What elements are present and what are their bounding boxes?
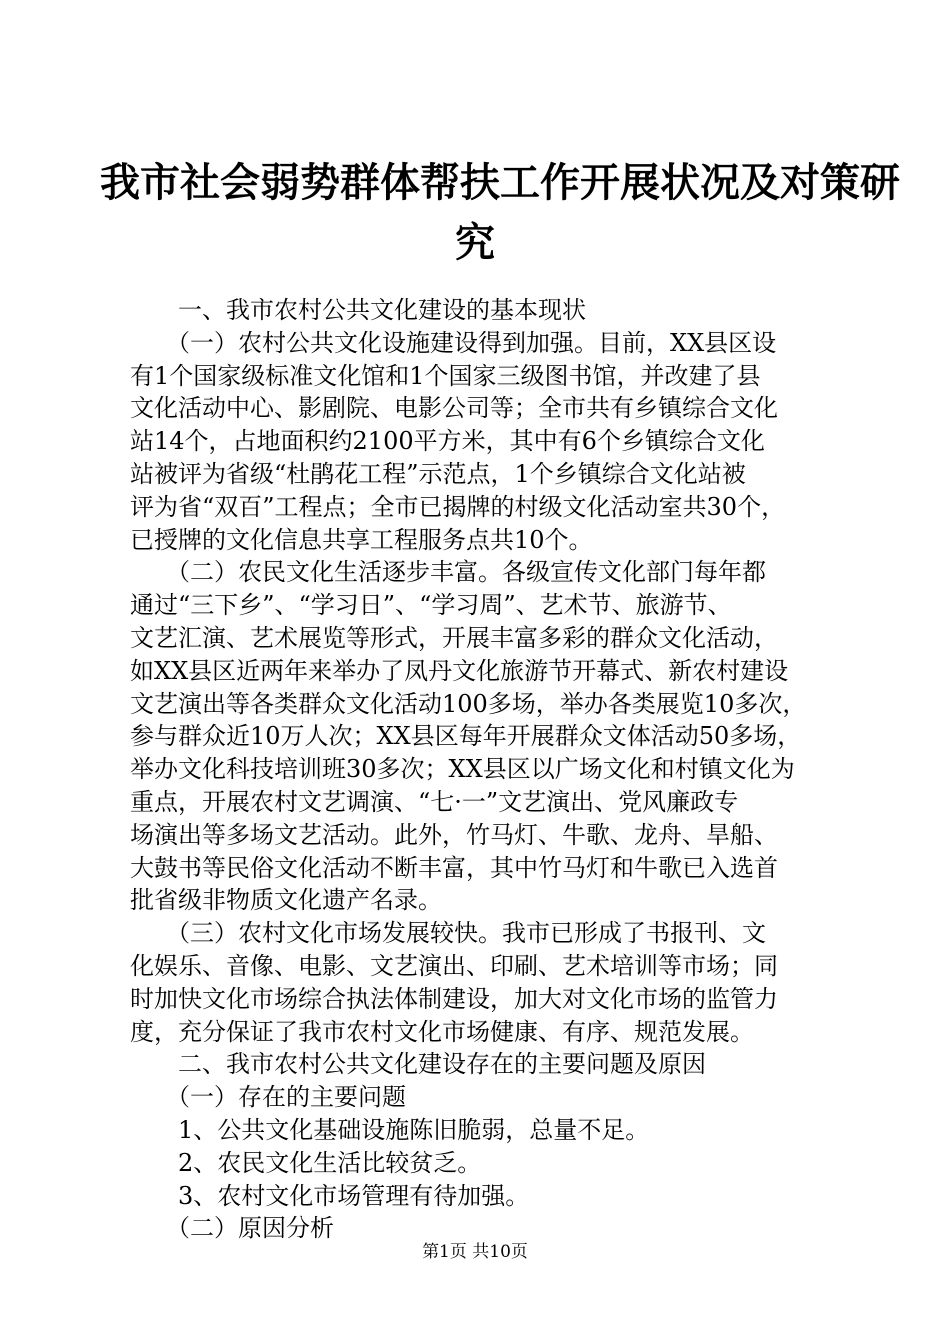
body-line: 时加快文化市场综合执法体制建设，加大对文化市场的监管力	[130, 984, 778, 1013]
body-line: 文化活动中心、影剧院、电影公司等；全市共有乡镇综合文化	[130, 394, 778, 423]
body-line: 文艺演出等各类群众文化活动100多场，举办各类展览10多次，	[130, 689, 807, 718]
body-line: 2、农民文化生活比较贫乏。	[130, 1148, 482, 1177]
page-number-footer: 第1页 共10页	[422, 1242, 528, 1262]
body-line: 通过“三下乡”、“学习日”、“学习周”、艺术节、旅游节、	[130, 591, 732, 620]
body-line: 文艺汇演、艺术展览等形式，开展丰富多彩的群众文化活动，	[130, 623, 778, 652]
body-line: （二）农民文化生活逐步丰富。各级宣传文化部门每年都	[130, 558, 766, 587]
body-line: 二、我市农村公共文化建设存在的主要问题及原因	[130, 1050, 706, 1079]
body-line: 化娱乐、音像、电影、文艺演出、印刷、艺术培训等市场；同	[130, 951, 778, 980]
body-line: 已授牌的文化信息共享工程服务点共10个。	[130, 525, 593, 554]
body-line: （一）存在的主要问题	[130, 1083, 406, 1112]
document-body	[130, 294, 830, 1245]
body-line: 1、公共文化基础设施陈旧脆弱，总量不足。	[130, 1115, 650, 1144]
body-line: 大鼓书等民俗文化活动不断丰富，其中竹马灯和牛歌已入选首	[130, 853, 778, 882]
body-line: 站被评为省级“杜鹃花工程”示范点，1个乡镇综合文化站被	[130, 459, 746, 488]
body-line: 站14个，占地面积约2100平方米，其中有6个乡镇综合文化	[130, 427, 765, 456]
body-line: （一）农村公共文化设施建设得到加强。目前，XX县区设	[130, 328, 777, 357]
body-line: 场演出等多场文艺活动。此外，竹马灯、牛歌、龙舟、旱船、	[130, 820, 778, 849]
body-line: 度，充分保证了我市农村文化市场健康、有序、规范发展。	[130, 1017, 754, 1046]
body-line: 举办文化科技培训班30多次；XX县区以广场文化和村镇文化为	[130, 755, 795, 784]
body-line: 3、农村文化市场管理有待加强。	[130, 1181, 530, 1210]
body-line: 一、我市农村公共文化建设的基本现状	[130, 296, 586, 324]
body-line: 参与群众近10万人次；XX县区每年开展群众文体活动50多场，	[130, 722, 802, 751]
body-line: 有1个国家级标准文化馆和1个国家三级图书馆，并改建了县	[130, 361, 761, 390]
body-line: 如XX县区近两年来举办了凤丹文化旅游节开幕式、新农村建设	[130, 656, 789, 685]
body-line: 批省级非物质文化遗产名录。	[130, 886, 442, 915]
document-title-line-1: 我市社会弱势群体帮扶工作开展状况及对策研	[100, 160, 900, 206]
body-line: （二）原因分析	[130, 1214, 334, 1243]
body-line: 评为省“双百”工程点；全市已揭牌的村级文化活动室共30个，	[130, 492, 786, 521]
body-line: 重点，开展农村文艺调演、“七·一”文艺演出、党风廉政专	[130, 787, 739, 816]
document-title-line-2: 究	[455, 220, 495, 266]
body-line: （三）农村文化市场发展较快。我市已形成了书报刊、文	[130, 919, 766, 948]
